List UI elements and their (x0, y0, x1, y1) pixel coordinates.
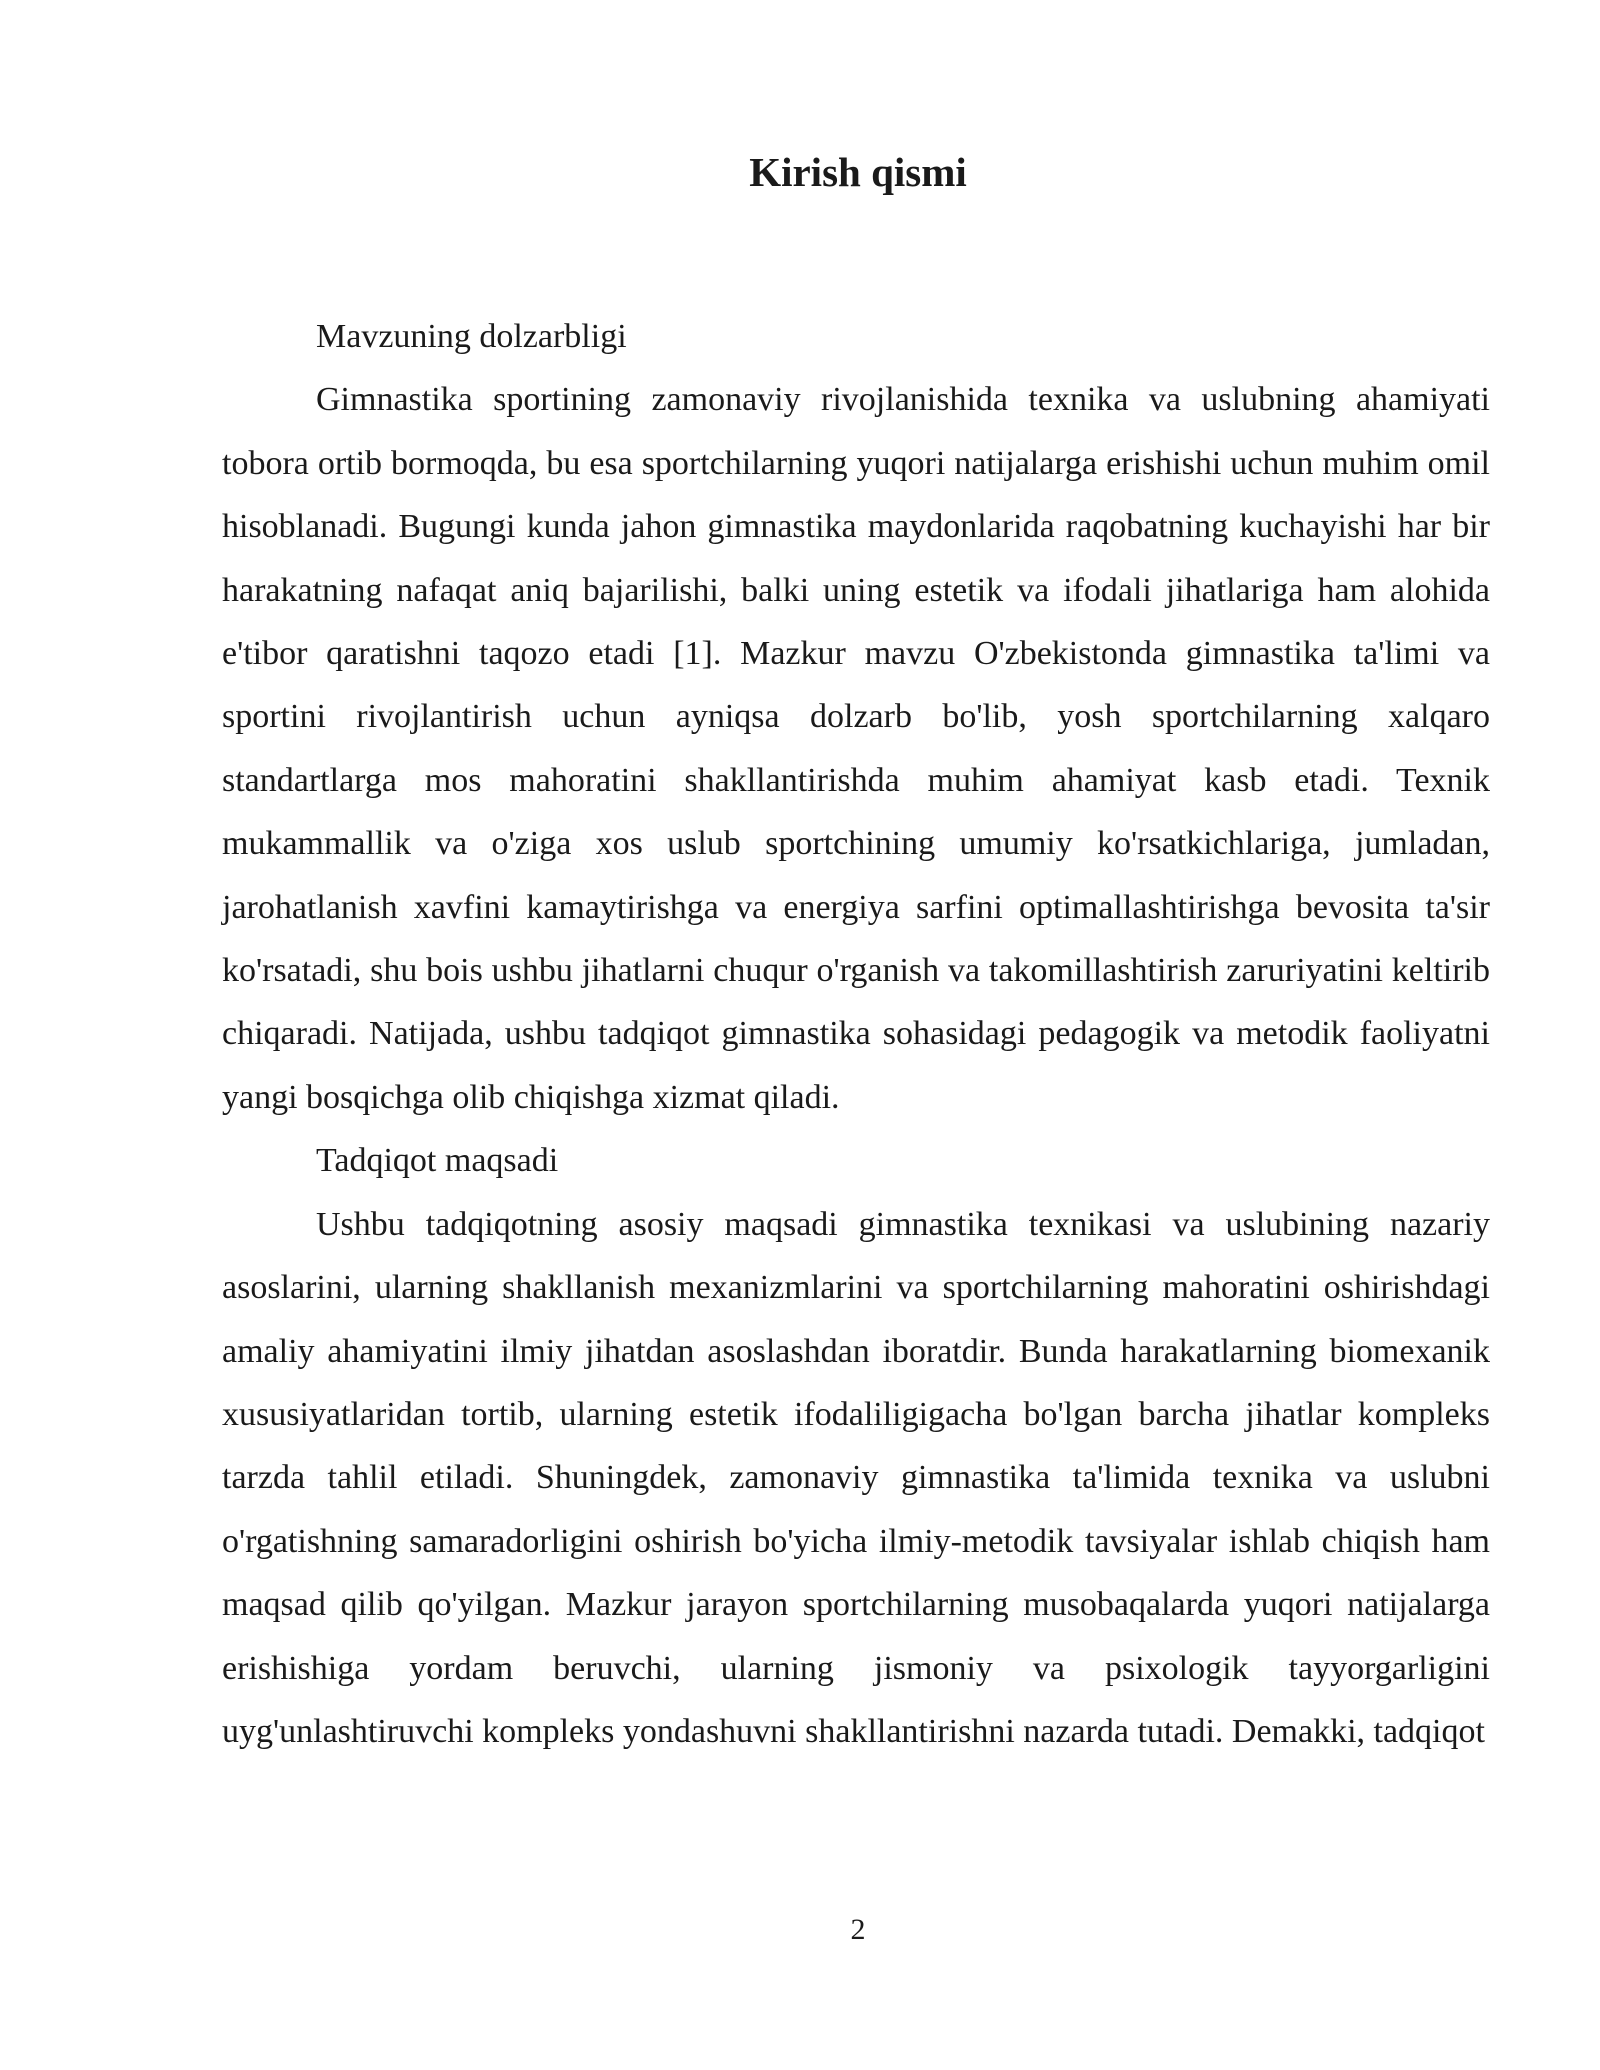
section-heading-goal: Tadqiqot maqsadi (316, 1142, 559, 1180)
paragraph-relevance: Gimnastika sportining zamonaviy rivojlanishida texnika va uslubning ahamiyati tobora ortib bormoqda, bu esa sportchilarning yuqori natijalarga erishishi uchun muhim omil hisoblanadi. Bugungi kunda jahon gimnastika maydonlarida raqobatning kuchayishi har bir harakatning nafaqat aniq bajarilishi, balki uning estetik va ifodali jihatlariga ham alohida e'tibor qaratishni taqozo etadi [1]. Mazkur mavzu O'zbekistonda gimnastika ta'limi va sportini rivojlantirish uchun ayniqsa dolzarb bo'lib, yosh sportchilarning xalqaro standartlarga mos mahoratini shakllantirishda muhim ahamiyat kasb etadi. Texnik mukammallik va o'ziga xos uslub sportchining umumiy ko'rsatkichlariga, jumladan, jarohatlanish xavfini kamaytirishga va energiya sarfini optimallashtirishga bevosita ta'sir ko'rsatadi, shu bois ushbu jihatlarni chuqur o'rganish va takomillashtirish zaruriyatini keltirib chiqaradi. Natijada, ushbu tadqiqot gimnastika sohasidagi pedagogik va metodik faoliyatni yangi bosqichga olib chiqishga xizmat qiladi. (222, 381, 1490, 1116)
document-body (222, 305, 1490, 1763)
page-title: Kirish qismi (749, 149, 967, 195)
page-number: 2 (850, 1913, 866, 1946)
section-heading-relevance: Mavzuning dolzarbligi (316, 318, 627, 355)
paragraph-goal: Ushbu tadqiqotning asosiy maqsadi gimnastika texnikasi va uslubining nazariy asoslarini, ularning shakllanish mexanizmlarini va sportchilarning mahoratini oshirishdagi amaliy ahamiyatini ilmiy jihatdan asoslashdan iboratdir. Bunda harakatlarning biomexanik xususiyatlaridan tortib, ularning estetik ifodaliligigacha bo'lgan barcha jihatlar kompleks tarzda tahlil etiladi. Shuningdek, zamonaviy gimnastika ta'limida texnika va uslubni o'rgatishning samaradorligini oshirish bo'yicha ilmiy-metodik tavsiyalar ishlab chiqish ham maqsad qilib qo'yilgan. Mazkur jarayon sportchilarning musobaqalarda yuqori natijalarga erishishiga yordam beruvchi, ularning jismoniy va psixologik tayyorgarligini uyg'unlashtiruvchi kompleks yondashuvni shakllantirishni nazarda tutadi. Demakki, tadqiqot (222, 1205, 1490, 1750)
